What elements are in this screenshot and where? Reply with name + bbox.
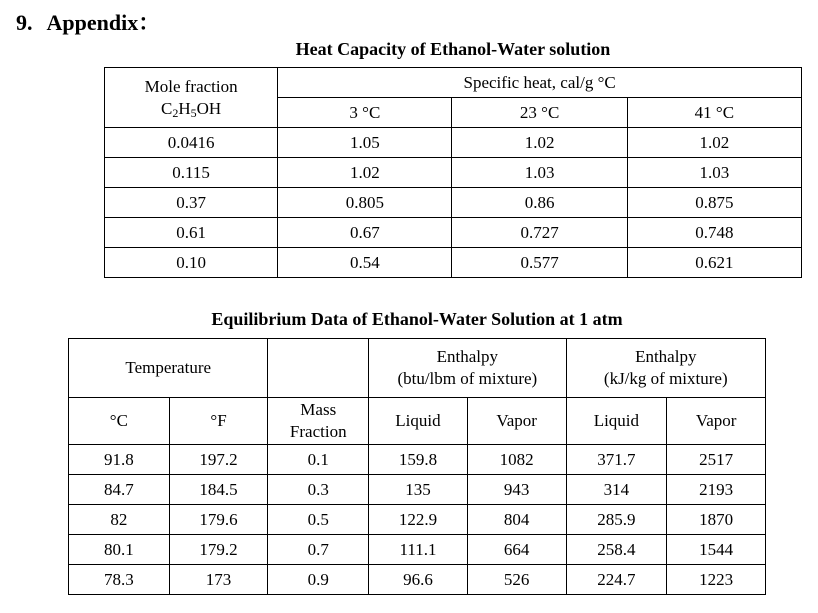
table-row <box>105 158 802 188</box>
table-cell: 84.7 <box>69 475 170 505</box>
table-row <box>105 248 802 278</box>
table-cell: 0.748 <box>627 218 801 248</box>
table-cell: 173 <box>169 565 268 595</box>
table-cell: 314 <box>566 475 667 505</box>
section-title: Appendix： <box>46 10 161 35</box>
table-cell: 0.61 <box>105 218 278 248</box>
table-cell: 1082 <box>467 445 566 475</box>
unit-fahrenheit-header: °F <box>169 398 268 445</box>
vapor-kj-header: Vapor <box>667 398 766 445</box>
temp-header-3c: 3 °C <box>278 98 452 128</box>
table-header-row <box>69 339 766 398</box>
table-cell: 1.02 <box>627 128 801 158</box>
table-cell: 1.02 <box>452 128 627 158</box>
table-cell: 804 <box>467 505 566 535</box>
table-cell: 1.05 <box>278 128 452 158</box>
table-cell: 0.577 <box>452 248 627 278</box>
mass-label: Mass <box>300 400 337 419</box>
table-row <box>69 475 766 505</box>
table-cell: 78.3 <box>69 565 170 595</box>
table-cell: 159.8 <box>369 445 468 475</box>
table-cell: 0.875 <box>627 188 801 218</box>
enthalpy-unit-btu: (btu/lbm of mixture) <box>397 369 538 388</box>
table-cell: 2517 <box>667 445 766 475</box>
table-cell: 0.805 <box>278 188 452 218</box>
table-cell: 1870 <box>667 505 766 535</box>
enthalpy-btu-header <box>369 339 566 398</box>
temp-header-41c: 41 °C <box>627 98 801 128</box>
table-row <box>69 565 766 595</box>
table-cell: 179.6 <box>169 505 268 535</box>
table-cell: 285.9 <box>566 505 667 535</box>
section-number: 9. <box>16 10 33 35</box>
table-cell: 0.86 <box>452 188 627 218</box>
table-cell: 371.7 <box>566 445 667 475</box>
enthalpy-kj-header <box>566 339 765 398</box>
enthalpy-label: Enthalpy <box>635 347 697 366</box>
table-cell: 258.4 <box>566 535 667 565</box>
table-cell: 224.7 <box>566 565 667 595</box>
table-cell: 664 <box>467 535 566 565</box>
table-cell: 96.6 <box>369 565 468 595</box>
table-cell: 2193 <box>667 475 766 505</box>
table-cell: 1544 <box>667 535 766 565</box>
fraction-label: Fraction <box>289 422 347 441</box>
table-cell: 1223 <box>667 565 766 595</box>
liquid-kj-header: Liquid <box>566 398 667 445</box>
enthalpy-label: Enthalpy <box>436 347 499 366</box>
table-cell: 943 <box>467 475 566 505</box>
table-cell: 0.37 <box>105 188 278 218</box>
table-cell: 0.5 <box>268 505 369 535</box>
table-cell: 0.9 <box>268 565 369 595</box>
table-cell: 0.3 <box>268 475 369 505</box>
enthalpy-unit-kj: (kJ/kg of mixture) <box>603 369 728 388</box>
table-cell: 526 <box>467 565 566 595</box>
table-row <box>105 218 802 248</box>
specific-heat-header: Specific heat, cal/g °C <box>278 68 802 98</box>
temp-header-23c: 23 °C <box>452 98 627 128</box>
table-cell: 0.0416 <box>105 128 278 158</box>
table-cell: 80.1 <box>69 535 170 565</box>
mass-fraction-header <box>268 398 369 445</box>
table-cell: 179.2 <box>169 535 268 565</box>
table-cell: 0.7 <box>268 535 369 565</box>
table-header-row <box>105 68 802 98</box>
heat-capacity-table <box>104 67 802 278</box>
table-cell: 1.03 <box>627 158 801 188</box>
heat-capacity-table-title: Heat Capacity of Ethanol-Water solution <box>295 39 611 59</box>
equilibrium-table-title: Equilibrium Data of Ethanol-Water Solution at 1 atm <box>211 309 623 329</box>
liquid-btu-header: Liquid <box>369 398 468 445</box>
table-cell: 0.727 <box>452 218 627 248</box>
table-row <box>105 128 802 158</box>
table-row <box>69 535 766 565</box>
table-row <box>69 445 766 475</box>
table-cell: 0.1 <box>268 445 369 475</box>
table-cell: 135 <box>369 475 468 505</box>
table-cell: 122.9 <box>369 505 468 535</box>
table-row <box>69 505 766 535</box>
mole-fraction-header <box>105 68 278 128</box>
table-cell: 1.03 <box>452 158 627 188</box>
table-header-row <box>69 398 766 445</box>
table-cell: 0.54 <box>278 248 452 278</box>
table-cell: 197.2 <box>169 445 268 475</box>
blank-header <box>268 339 369 398</box>
appendix-heading <box>16 6 160 37</box>
table-cell: 1.02 <box>278 158 452 188</box>
unit-celsius-header: °C <box>69 398 170 445</box>
table-cell: 184.5 <box>169 475 268 505</box>
table-cell: 91.8 <box>69 445 170 475</box>
table-cell: 111.1 <box>369 535 468 565</box>
table-cell: 0.67 <box>278 218 452 248</box>
table-row <box>105 188 802 218</box>
equilibrium-data-table <box>68 338 766 595</box>
vapor-btu-header: Vapor <box>467 398 566 445</box>
ethanol-formula: $C_2H_5OH$ <box>161 98 222 120</box>
table-cell: 0.115 <box>105 158 278 188</box>
table-cell: 0.10 <box>105 248 278 278</box>
table-cell: 82 <box>69 505 170 535</box>
table-cell: 0.621 <box>627 248 801 278</box>
temperature-header: Temperature <box>69 339 268 398</box>
mole-fraction-label: Mole fraction <box>144 76 238 96</box>
